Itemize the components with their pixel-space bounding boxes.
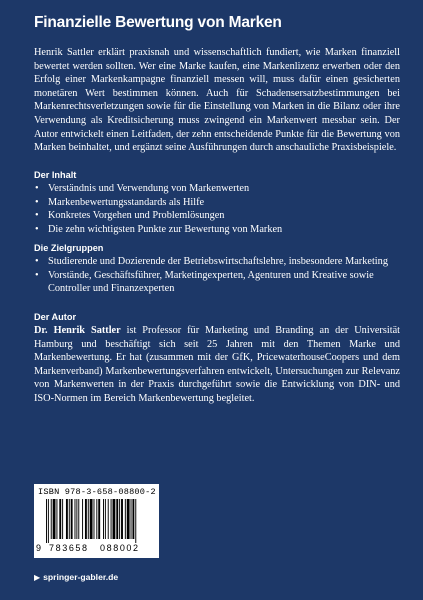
barcode-bars [38,499,155,543]
barcode-bar [131,499,132,539]
barcode-bar [125,499,126,539]
bullet-icon: • [35,210,39,222]
barcode-bar [105,499,106,539]
list-item: • Markenbewertungsstandards als Hilfe [35,196,205,208]
barcode-bar [111,499,112,539]
section-heading-inhalt: Der Inhalt [34,170,77,180]
isbn-label: ISBN 978-3-658-08800-2 [38,487,156,497]
barcode-bar [98,499,100,539]
bullet-icon: • [35,269,39,281]
website-url: springer-gabler.de [43,572,119,582]
barcode-bar [71,499,73,539]
list-item: • Die zehn wichtigsten Punkte zur Bewertung von Marken [35,223,283,235]
barcode-bar [82,499,83,539]
barcode-bar [127,499,130,539]
zielgruppen-list [34,255,400,296]
barcode-bar [85,499,87,539]
list-item: • Studierende und Dozierende der Betriebswirtschaftslehre, insbesondere Marketing [35,256,388,267]
barcode-bar [103,499,104,539]
barcode-digits-left: 783658 [49,543,89,553]
barcode-bar [75,499,76,539]
author-name: Dr. Henrik Sattler [34,325,121,336]
section-heading-autor: Der Autor [34,312,77,322]
barcode-bar [62,499,63,539]
isbn-barcode [34,484,159,558]
intro-paragraph: Henrik Sattler erklärt praxisnah und wissenschaftlich fundiert, wie Marken finanziell bewertet werden sollten. Wer eine Marke kaufen, eine Markenlizenz erwerben oder den Erfolg einer Markenkampagne finanziell messen will, muss dafür einen gesicherten monetären Wert bestimmen können. Auch für Schadensersatzbestimmungen bei Markenrechtsverletzungen sowie für die Einstellung von Marken in die Bilanz oder ihre Verwendung als Kreditsicherung muss zwingend ein Markenwert messbar sein. Der Autor entwickelt einen Leitfaden, der zehn entscheidende Punkte für die Bewertung von Marken beinhaltet, und ergänzt seine Ausführungen durch anschauliche Praxisbeispiele. [34,47,400,154]
barcode-bar [59,499,61,539]
barcode-bar [78,499,79,539]
list-item: • Vorstände, Geschäftsführer, Marketingexperten, Agenturen und Kreative sowie Controller und Finanzexperten [35,269,374,295]
list-item: • Konkretes Vorgehen und Problemlösungen [35,210,225,222]
author-paragraph [34,324,400,406]
barcode-bar [94,499,95,539]
barcode-bar [69,499,70,539]
barcode-bar [46,499,47,543]
barcode-bar [56,499,57,539]
bullet-icon: • [35,256,39,267]
barcode-bar [132,499,134,539]
barcode-bar [96,499,97,539]
author-bio: ist Professor für Marketing und Branding an der Universität Hamburg und beschäftigt sich seit 25 Jahren mit den Themen Marke und Markenbewertung. Er hat (zusammen mit der GfK, PricewaterhouseCoopers und dem Markenverband) Markenbewertungsverfahren entwickelt, Untersuchungen zur Relevanz von Markenwerten in der Praxis durchgeführt sowie die Entwicklung von DIN- und ISO-Normen im Bereich Markenbewertung begleitet. [34,325,401,404]
book-title: Finanzielle Bewertung von Marken [34,14,282,31]
section-heading-zielgruppen: Die Zielgruppen [34,243,104,253]
barcode-bar [53,499,56,539]
barcode-bar [76,499,77,539]
bullet-icon: • [35,196,39,208]
barcode-bar [119,499,120,539]
barcode-digits-right: 088002 [100,543,140,553]
barcode-bar [66,499,68,539]
website-link[interactable] [34,572,118,582]
barcode-bar [48,499,49,543]
inhalt-list [34,182,400,236]
list-item: • Verständnis und Verwendung von Markenwerten [35,183,250,194]
bullet-icon: • [35,223,39,235]
barcode-bar [88,499,89,539]
barcode-digit-first: 9 [36,543,42,553]
barcode-bar [116,499,118,539]
barcode-bar [90,499,93,539]
barcode-bar [51,499,52,539]
barcode-bar [113,499,116,539]
barcode-bar [121,499,123,539]
bullet-icon: • [35,183,39,194]
barcode-bar [135,499,136,543]
arrow-right-icon: ▶ [34,572,41,582]
barcode-bar [108,499,109,539]
